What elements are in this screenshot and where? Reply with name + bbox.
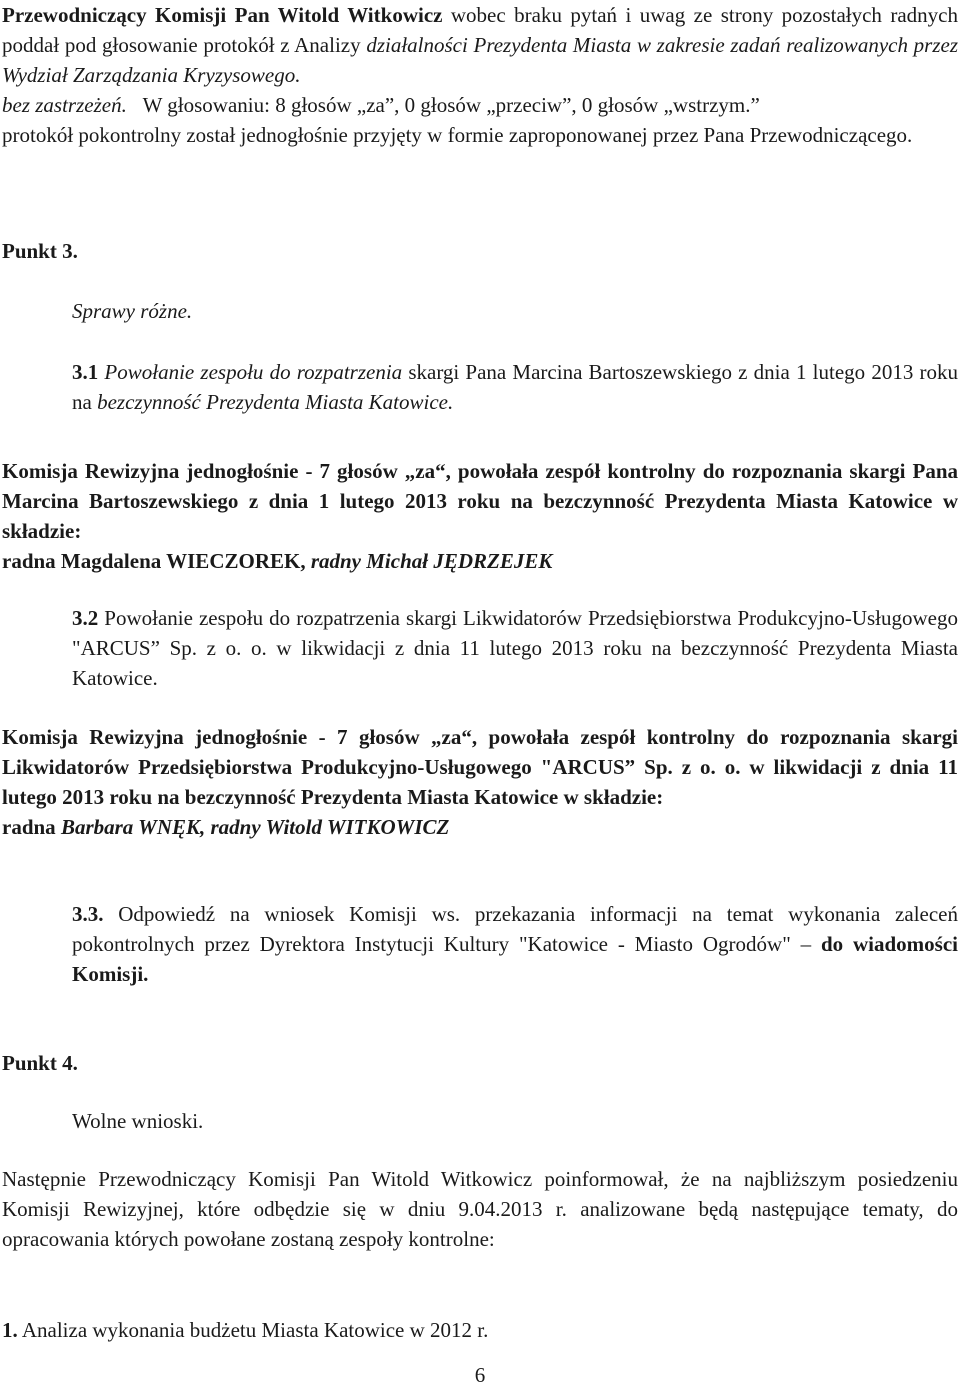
- document-page: [2, 0, 958, 1394]
- decision-3-1: Komisja Rewizyjna jednogłośnie - 7 głosów „za“, powołała zespół kontrolny do rozpoznania skargi Pana Marcina Bartoszewskiego z dnia 1 lutego 2013 roku na bezczynność Prezydenta Miasta Katowice w składzie: radna Magdalena WIECZOREK, radny Michał JĘDRZEJEK: [2, 459, 958, 573]
- punkt-4-body: Następnie Przewodniczący Komisji Pan Witold Witkowicz poinformował, że na najbliższym posiedzeniu Komisji Rewizyjnej, które odbędzie się w dniu 9.04.2013 r. analizowane będą następujące tematy, do opracowania których powołane zostaną zespoły kontrolne:: [2, 1167, 958, 1251]
- item-3-3: 3.3. Odpowiedź na wniosek Komisji ws. przekazania informacji na temat wykonania zaleceń pokontrolnych przez Dyrektora Instytucji Kultury "Katowice - Miasto Ogrodów" – do wiadomości Komisji.: [72, 902, 958, 986]
- decision-3-2: Komisja Rewizyjna jednogłośnie - 7 głosów „za“, powołała zespół kontrolny do rozpoznania skargi Likwidatorów Przedsiębiorstwa Produkcyjno-Usługowego "ARCUS” Sp. z o. o. w likwidacji z dnia 11 lutego 2013 roku na bezczynność Prezydenta Miasta Katowice w składzie: radna Barbara WNĘK, radny Witold WITKOWICZ: [2, 725, 958, 839]
- item-3-1: 3.1 Powołanie zespołu do rozpatrzenia skargi Pana Marcina Bartoszewskiego z dnia 1 lutego 2013 roku na bezczynność Prezydenta Miasta Katowice.: [72, 360, 958, 414]
- punkt-4-heading: Punkt 4.: [2, 1051, 78, 1075]
- chairman-name: Przewodniczący Komisji Pan Witold Witkowicz: [2, 3, 443, 27]
- punkt-3-heading: Punkt 3.: [2, 239, 78, 263]
- punkt-3-subtitle: Sprawy różne.: [72, 299, 193, 323]
- intro-paragraph: Przewodniczący Komisji Pan Witold Witkowicz wobec braku pytań i uwag ze strony pozostałych radnych poddał pod głosowanie protokół z Analizy działalności Prezydenta Miasta w zakresie zadań realizowanych przez Wydział Zarządzania Kryzysowego.: [2, 3, 958, 87]
- list-item: 1. Analiza wykonania budżetu Miasta Katowice w 2012 r.: [2, 1318, 489, 1342]
- page-number: 6: [474, 1363, 486, 1387]
- protocol-accepted: protokół pokontrolny został jednogłośnie przyjęty w formie zaproponowanej przez Pana Przewodniczącego.: [2, 123, 913, 147]
- vote-result: bez zastrzeżeń. W głosowaniu: 8 głosów „za”, 0 głosów „przeciw”, 0 głosów „wstrzym.”: [2, 93, 760, 117]
- punkt-4-subtitle: Wolne wnioski.: [72, 1109, 204, 1133]
- item-3-2: 3.2 Powołanie zespołu do rozpatrzenia skargi Likwidatorów Przedsiębiorstwa Produkcyjno-Usługowego "ARCUS” Sp. z o. o. w likwidacji z dnia 11 lutego 2013 roku na bezczynność Prezydenta Miasta Katowice.: [72, 606, 958, 690]
